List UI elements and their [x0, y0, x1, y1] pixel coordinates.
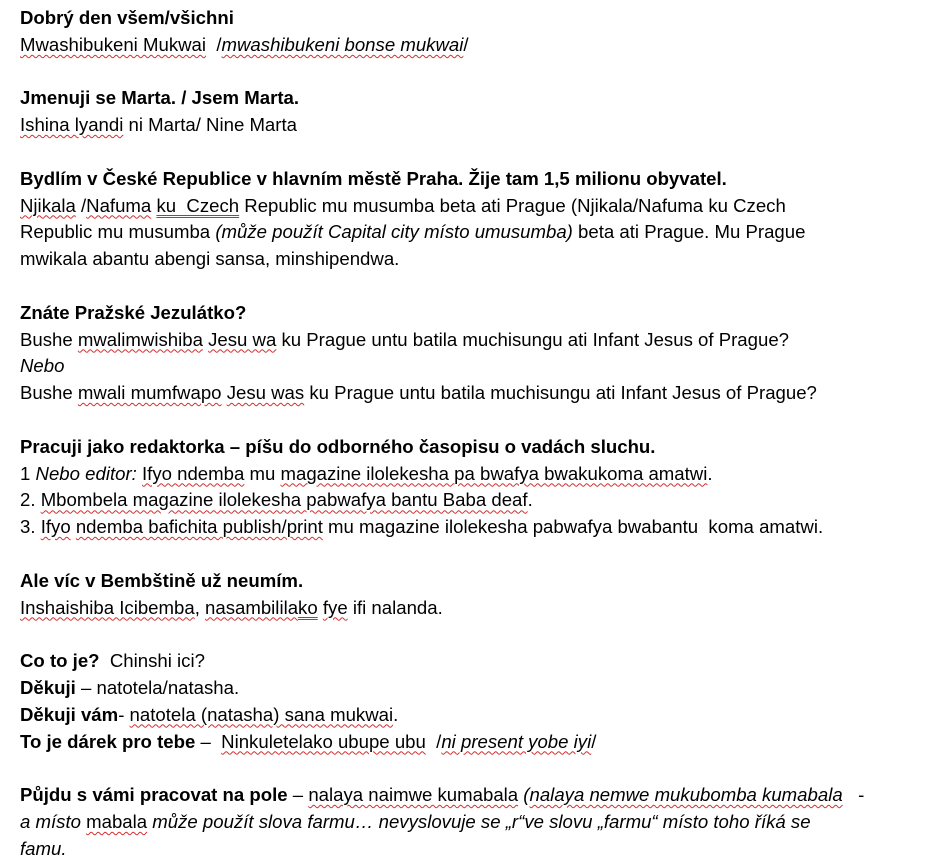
name-heading: Jmenuji se Marta. / Jsem Marta. — [20, 87, 300, 109]
document-page — [20, 5, 925, 863]
residence-translation-line-3: mwikala abantu abengi sansa, minshipendwa. — [20, 248, 400, 270]
greeting-heading: Dobrý den všem/všichni — [20, 7, 234, 28]
field-work-line-3: famu. — [20, 837, 67, 859]
phrase-what-is-it: Co to je? Chinshi ici? — [20, 650, 205, 672]
residence-heading: Bydlím v České Republice v hlavním městě Praha. Žije tam 1,5 milionu obyvatel. — [20, 167, 727, 189]
or-label: Nebo — [20, 355, 65, 377]
spell-flagged-text: ndemba bafichita publish/print — [75, 516, 323, 538]
phrase-thank-you: Děkuji – natotela/natasha. — [20, 676, 240, 698]
spell-flagged-text: mwashibukeni bonse mukwai — [221, 33, 464, 55]
infant-jesus-heading: Znáte Pražské Jezulátko? — [20, 301, 247, 323]
job-translation-1: 1 Nebo editor: Ifyo ndemba mu magazine ilolekesha pa bwafya bwakukoma amatwi. — [20, 462, 713, 484]
spell-flagged-text: nalaya naimwe kumabala — [308, 784, 519, 806]
grammar-flagged-text: ko — [298, 596, 318, 618]
phrase-gift: To je dárek pro tebe – Ninkuletelako ubupe ubu /ni present yobe iyi/ — [20, 730, 597, 752]
spell-flagged-text: Jesu was — [226, 382, 305, 404]
spell-flagged-text: Mwashibukeni Mukwai — [20, 33, 207, 55]
phrase-thank-you-formal: Děkuji vám- natotela (natasha) sana mukwai. — [20, 703, 399, 725]
spell-flagged-text: natotela (natasha) sana mukwai — [129, 703, 394, 725]
spell-flagged-text: Ifyo ndemba — [141, 462, 245, 484]
spell-flagged-text: Inshaishiba Icibemba — [20, 596, 195, 618]
spell-flagged-text: Ifyo — [40, 516, 71, 538]
spell-flagged-text: ni present yobe iyi — [441, 730, 592, 752]
spell-flagged-text: nalaya nemwe mukubomba kumabala — [529, 784, 843, 806]
spell-flagged-text: mabala — [86, 810, 148, 832]
job-translation-2: 2. Mbombela magazine ilolekesha pabwafya bantu Baba deaf. — [20, 489, 533, 511]
spell-flagged-text: Njikala — [20, 194, 76, 216]
job-translation-3: 3. Ifyo ndemba bafichita publish/print mu magazine ilolekesha pabwafya bwabantu koma amatwi. — [20, 516, 824, 538]
spell-flagged-text: Ishina lyandi — [20, 114, 124, 136]
residence-translation-line-1: Njikala /Nafuma ku Czech Republic mu musumba beta ati Prague (Njikala/Nafuma ku Czech — [20, 194, 786, 216]
spell-flagged-text: fye — [322, 596, 348, 618]
spell-flagged-text: mwali mumfwapo — [77, 382, 222, 404]
job-heading: Pracuji jako redaktorka – píšu do odborného časopisu o vadách sluchu. — [20, 435, 656, 457]
residence-translation-line-2: Republic mu musumba (může použít Capital city místo umusumba) beta ati Prague. Mu Prague — [20, 221, 806, 243]
spell-flagged-text: magazine ilolekesha pa bwafya bwakukoma amatwi — [280, 462, 708, 484]
spell-flagged-text: Jesu wa — [208, 328, 277, 350]
spell-flagged-text: Nafuma — [86, 194, 152, 216]
spell-flagged-text: nasambilila — [205, 596, 299, 618]
spell-flagged-text: Mbombela magazine ilolekesha pabwafya bantu Baba deaf — [40, 489, 528, 511]
infant-jesus-translation-1: Bushe mwalimwishiba Jesu wa ku Prague untu batila muchisungu ati Infant Jesus of Prague? — [20, 328, 790, 350]
bemba-translation: Inshaishiba Icibemba, nasambililako fye ifi nalanda. — [20, 596, 443, 618]
infant-jesus-translation-2: Bushe mwali mumfwapo Jesu was ku Prague untu batila muchisungu ati Infant Jesus of Prague? — [20, 382, 817, 404]
spell-flagged-text: mwalimwishiba — [77, 328, 203, 350]
field-work-line-2: a místo mabala může použít slova farmu… nevyslovuje se „r“ve slovu „farmu“ místo toho říká se — [20, 810, 811, 832]
name-translation: Ishina lyandi ni Marta/ Nine Marta — [20, 114, 297, 136]
spell-flagged-text: Ninkuletelako ubupe ubu — [221, 730, 426, 752]
bemba-heading: Ale víc v Bembštině už neumím. — [20, 569, 304, 591]
greeting-translation: Mwashibukeni Mukwai /mwashibukeni bonse mukwai/ — [20, 33, 469, 55]
grammar-flagged-text: ku Czech — [156, 194, 240, 216]
field-work-line-1: Půjdu s vámi pracovat na pole – nalaya naimwe kumabala (nalaya nemwe mukubomba kumabala - — [20, 784, 865, 806]
